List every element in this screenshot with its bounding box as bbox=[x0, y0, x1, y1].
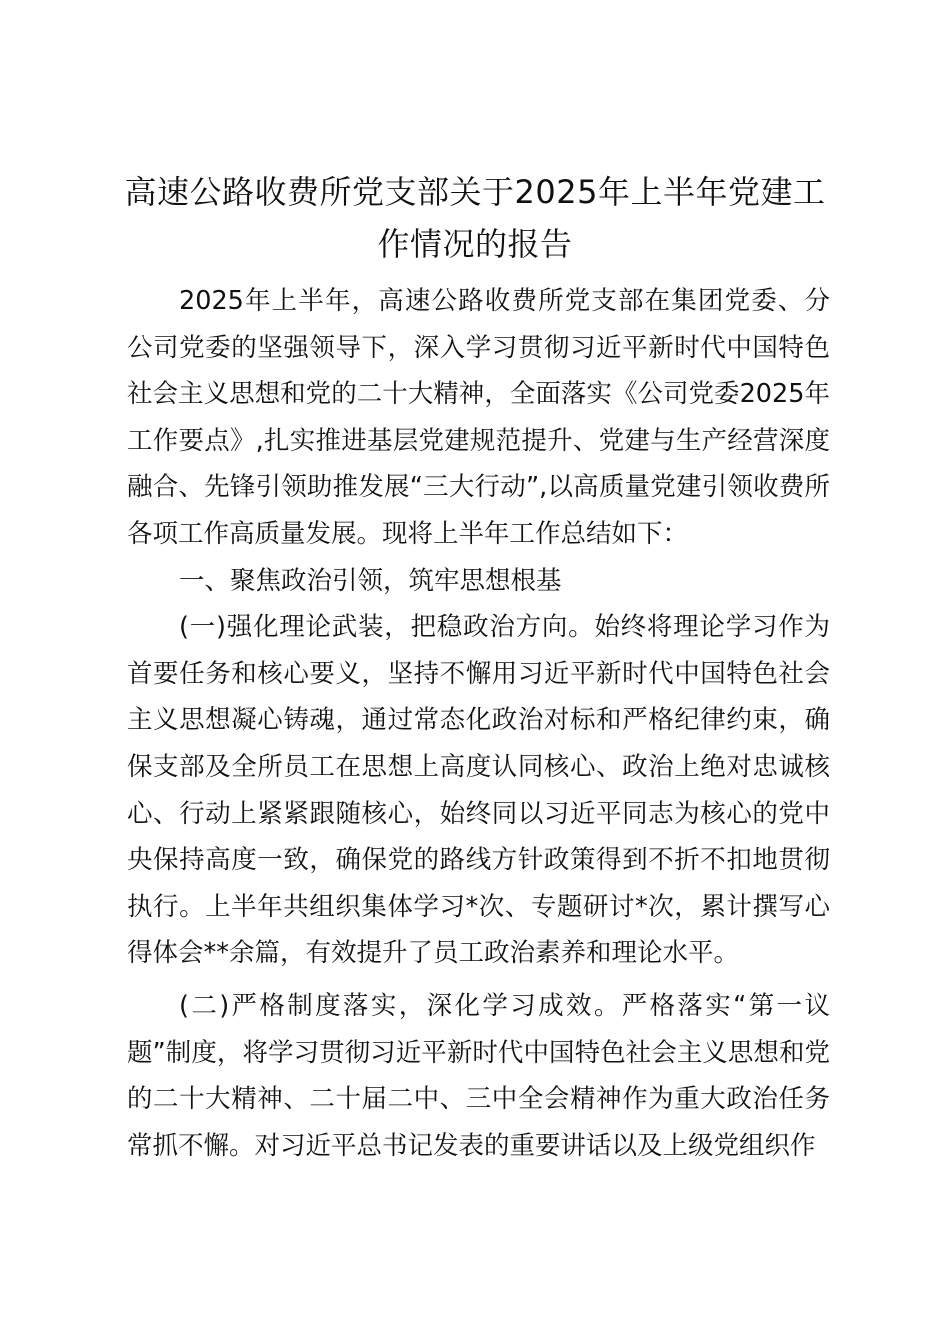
intro-paragraph: 2025年上半年，高速公路收费所党支部在集团党委、分公司党委的坚强领导下，深入学习贯彻习近平新时代中国特色社会主义思想和党的二十大精神，全面落实《公司党委2025年工作要点》,扎实推进基层党建规范提升、党建与生产经营深度融合、先锋引领助推发展“三大行动”,以高质量党建引领收费所各项工作高质量发展。现将上半年工作总结如下： bbox=[127, 286, 830, 549]
document-body bbox=[127, 278, 830, 1169]
document-title: 高速公路收费所党支部关于2025年上半年党建工作情况的报告 bbox=[124, 173, 826, 263]
subsection-paragraph-2: (二)严格制度落实，深化学习成效。严格落实“第一议题”制度，将学习贯彻习近平新时代中国特色社会主义思想和党的二十大精神、二十届二中、三中全会精神作为重大政治任务常抓不懈。对习近平总书记发表的重要讲话以及上级党组织作 bbox=[127, 990, 830, 1161]
section-heading: 一、聚焦政治引领，筑牢思想根基 bbox=[179, 565, 562, 596]
subsection-paragraph-1: (一)强化理论武装，把稳政治方向。始终将理论学习作为首要任务和核心要义，坚持不懈用习近平新时代中国特色社会主义思想凝心铸魂，通过常态化政治对标和严格纪律约束，确保支部及全所员工在思想上高度认同核心、政治上绝对忠诚核心、行动上紧紧跟随核心，始终同以习近平同志为核心的党中央保持高度一致，确保党的路线方针政策得到不折不扣地贯彻执行。上半年共组织集体学习*次、专题研讨*次，累计撰写心得体会**余篇，有效提升了员工政治素养和理论水平。 bbox=[127, 612, 830, 969]
